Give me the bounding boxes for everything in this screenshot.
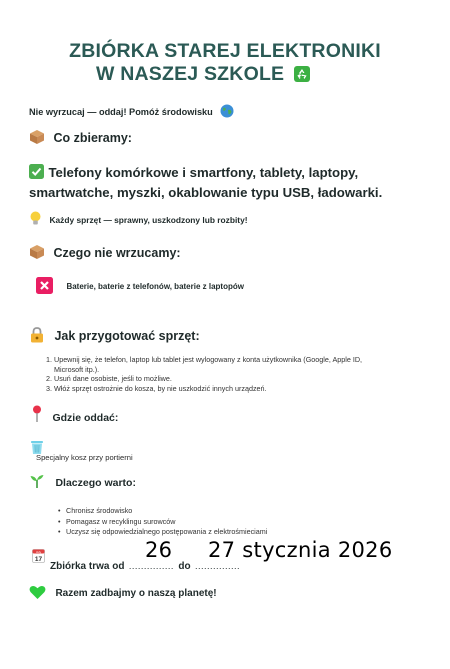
green-heart-icon <box>29 585 46 605</box>
poster-title-line2: W NASZEJ SZKOLE <box>96 63 285 85</box>
globe-icon <box>220 104 234 123</box>
why-reasons <box>57 506 267 538</box>
calendar-day: 17 <box>34 555 43 563</box>
check-icon <box>29 164 44 184</box>
exclude-text: Baterie, baterie z telefonów, baterie z laptopów <box>66 282 244 291</box>
closing-row <box>29 583 217 605</box>
prepare-step: 3. Włóż sprzęt ostrożnie do kosza, by nie uszkodzić innych urządzeń. <box>54 384 380 394</box>
dates-dots-from: ............... <box>128 561 174 571</box>
collect-heading-row <box>29 129 132 150</box>
why-heading: Dlaczego warto: <box>55 477 136 489</box>
calendar-month: July <box>35 549 42 554</box>
pin-icon <box>32 405 42 428</box>
collect-items-text: Telefony komórkowe i smartfony, tablety, laptopy, smartwatche, myszki, okablowanie typu USB, ładowarki. <box>29 165 383 200</box>
where-heading-row <box>32 405 118 428</box>
collect-condition <box>29 210 248 231</box>
intro-text: Nie wyrzucaj — oddaj! Pomóż środowisku <box>29 107 213 117</box>
lock-icon <box>29 327 45 348</box>
exclude-row <box>36 276 244 299</box>
poster-title-line2-wrap <box>96 63 310 86</box>
box-icon <box>29 129 45 150</box>
recycle-icon <box>294 66 310 87</box>
exclude-heading-row <box>29 244 181 265</box>
poster-title-line1: ZBIÓRKA STAREJ ELEKTRONIKI <box>69 40 381 62</box>
why-reason: • Chronisz środowisko <box>66 506 267 517</box>
why-reason: • Pomagasz w recyklingu surowców <box>66 517 267 528</box>
sprout-icon <box>29 473 45 494</box>
prepare-step: 2. Usuń dane osobiste, jeśli to możliwe. <box>54 374 380 384</box>
why-reason: • Uczysz się odpowiedzialnego postępowania z elektrośmieciami <box>66 527 267 538</box>
prepare-steps <box>40 355 380 393</box>
where-text: Specjalny kosz przy portierni <box>36 453 133 462</box>
dates-label: Zbiórka trwa od <box>50 561 125 572</box>
collect-heading: Co zbieramy: <box>53 131 132 145</box>
dates-middle: do <box>178 561 191 572</box>
why-heading-row <box>29 473 136 494</box>
cross-icon <box>36 277 53 299</box>
lightbulb-icon <box>29 211 42 231</box>
prepare-heading-row <box>29 327 200 348</box>
prepare-step: 1. Upewnij się, że telefon, laptop lub tablet jest wylogowany z konta użytkownika (Google, Apple ID, Microsoft itp.). <box>54 355 380 374</box>
collect-items <box>29 164 409 202</box>
exclude-heading: Czego nie wrzucamy: <box>53 246 181 260</box>
collect-condition-text: Każdy sprzęt — sprawny, uszkodzony lub rozbity! <box>49 215 248 225</box>
prepare-heading: Jak przygotować sprzęt: <box>54 329 200 343</box>
handwritten-date-to: 27 stycznia 2026 <box>208 538 393 562</box>
where-heading: Gdzie oddać: <box>52 412 119 424</box>
box-icon <box>29 244 45 265</box>
handwritten-date-from: 26 <box>145 538 173 562</box>
intro-line <box>29 102 234 123</box>
closing-text: Razem zadbajmy o naszą planetę! <box>55 588 217 599</box>
calendar-icon <box>32 549 45 568</box>
dates-dots-to: ............... <box>195 561 241 571</box>
